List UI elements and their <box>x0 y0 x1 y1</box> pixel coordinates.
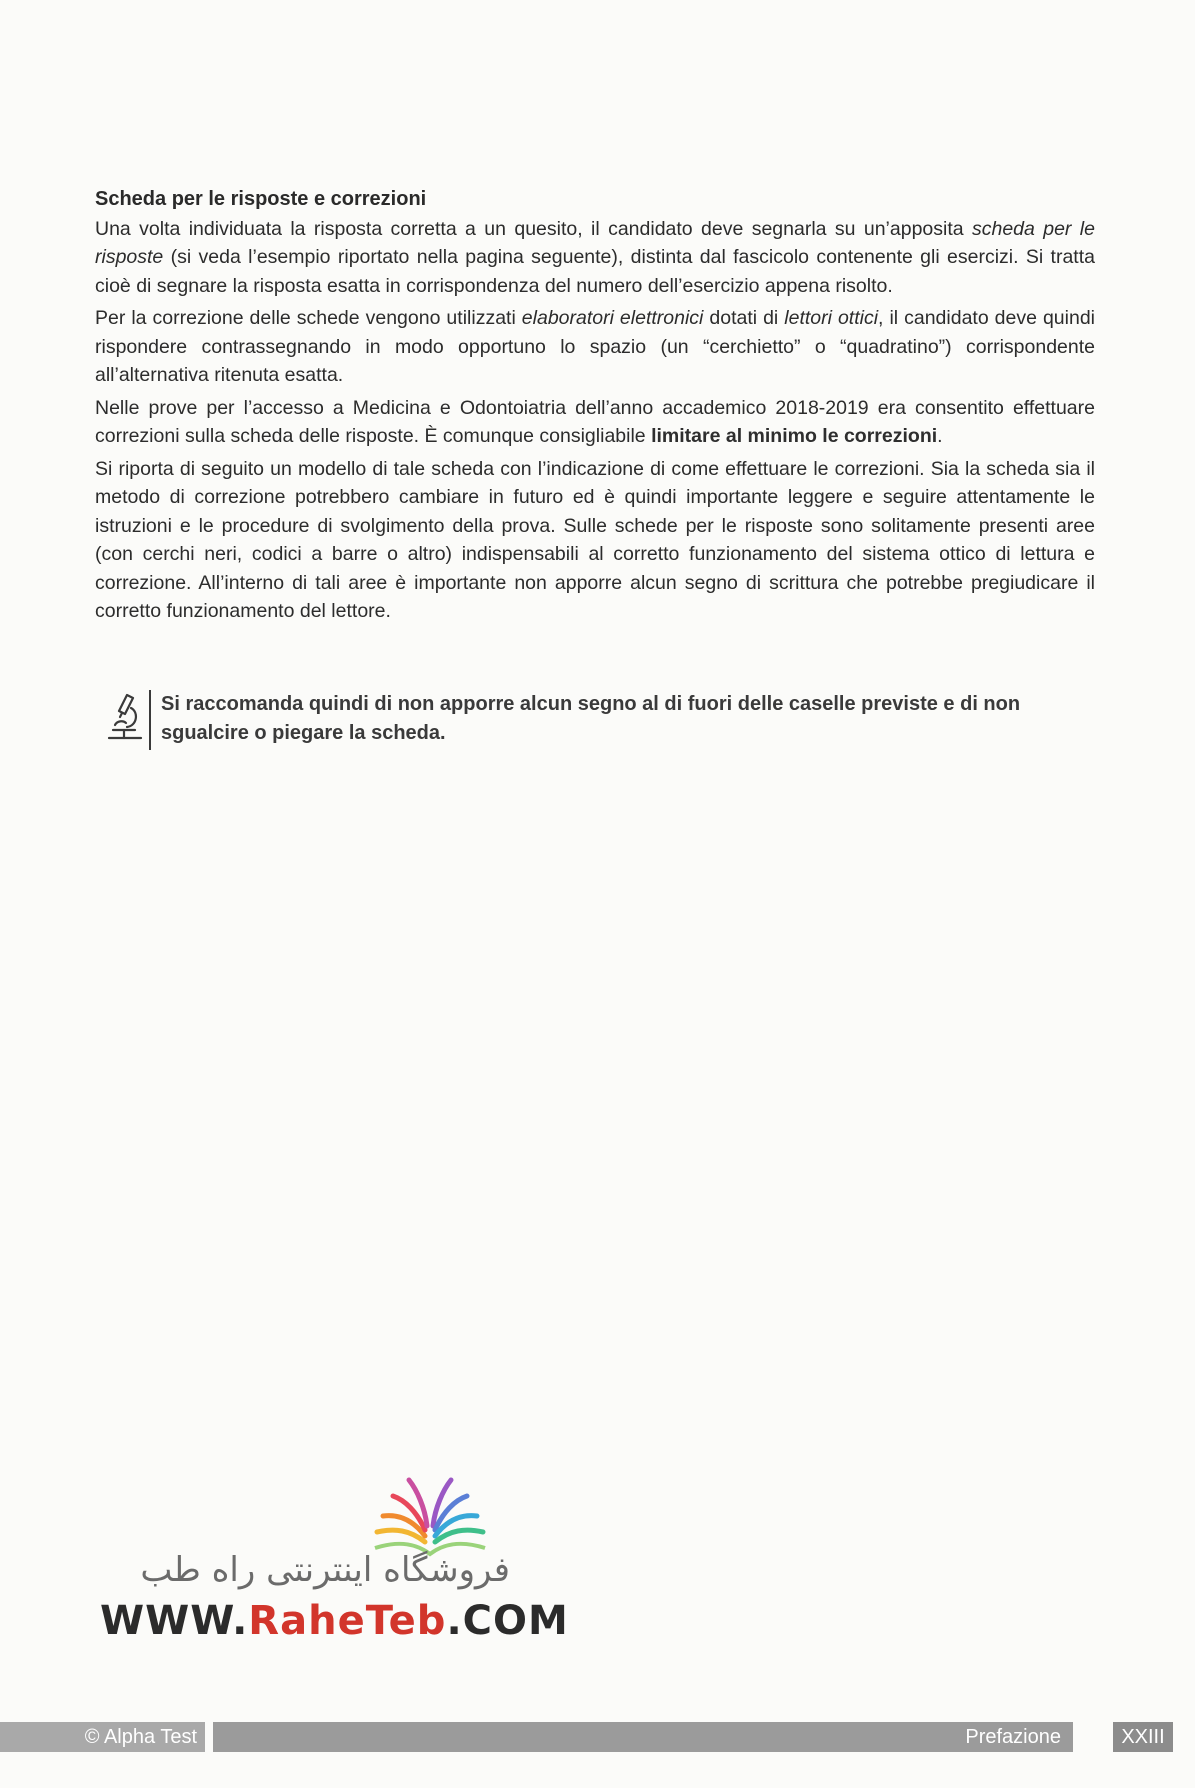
p2-italic-1: elaboratori elettronici <box>521 307 704 329</box>
p1-italic: scheda per le risposte <box>95 217 1095 268</box>
footer-page-number: XXIII <box>1113 1722 1173 1752</box>
book-logo-icon <box>355 1470 505 1560</box>
note-divider <box>149 690 151 750</box>
footer-section-name: Prefazione <box>213 1722 1073 1752</box>
p1-text-a: Una volta individuata la risposta corretta a un quesito, il candidato deve segnarla su un’apposita <box>95 217 972 240</box>
note-text: Si raccomanda quindi di non apporre alcun segno al di fuori delle caselle previste e di non sgualcire o piegare la scheda. <box>161 693 1021 744</box>
paragraph-1 <box>95 215 1095 301</box>
p2-text-b: dotati di <box>703 307 785 329</box>
url-prefix: WWW. <box>100 1598 249 1644</box>
note-box <box>95 690 1095 752</box>
url-suffix: .COM <box>446 1598 569 1644</box>
paragraph-2 <box>95 304 1095 390</box>
p1-text-b: (si veda l’esempio riportato nella pagina seguente), distinta dal fascicolo contenente gli esercizi. Si tratta cioè di segnare la risposta esatta in corrispondenza del numero dell’esercizio appena risolto. <box>95 246 1095 297</box>
footer-copyright: © Alpha Test <box>0 1722 205 1752</box>
watermark-url <box>100 1598 569 1644</box>
p3-text-a: Nelle prove per l’accesso a Medicina e Odontoiatria dell’anno accademico 2018-2019 era consentito effettuare correzioni sulla scheda delle risposte. È comunque consigliabile <box>95 396 1095 447</box>
p3-bold: limitare al minimo le correzioni <box>651 425 938 447</box>
watermark <box>100 1470 569 1650</box>
main-content <box>95 185 1095 630</box>
microscope-icon <box>107 692 143 742</box>
paragraph-4: Si riporta di seguito un modello di tale scheda con l’indicazione di come effettuare le correzioni. Sia la scheda sia il metodo di correzione potrebbero cambiare in futuro ed è quindi importante leggere e seguire attentamente le istruzioni e le procedure di svolgimento della prova. Sulle schede per le risposte sono solitamente presenti aree (con cerchi neri, codici a barre o altro) indispensabili al corretto funzionamento del sistema ottico di lettura e correzione. All’interno di tali aree è importante non apporre alcun segno di scrittura che potrebbe pregiudicare il corretto funzionamento del lettore. <box>95 457 1095 622</box>
url-accent: RaheTeb <box>248 1598 447 1644</box>
p3-text-b: . <box>937 425 943 447</box>
section-heading: Scheda per le risposte e correzioni <box>95 188 427 210</box>
watermark-persian-text: فروشگاه اینترنتی راه طب <box>140 1550 510 1590</box>
p2-text-a: Per la correzione delle schede vengono utilizzati <box>95 307 522 329</box>
p2-italic-2: lettori ottici <box>784 307 879 329</box>
page-footer <box>0 1722 1195 1752</box>
p2-text-c: , il candidato deve quindi rispondere contrassegnando in modo opportuno lo spazio (un “cerchietto” o “quadratino”) corrispondente all’alternativa ritenuta esatta. <box>95 307 1096 386</box>
paragraph-3 <box>95 394 1095 451</box>
